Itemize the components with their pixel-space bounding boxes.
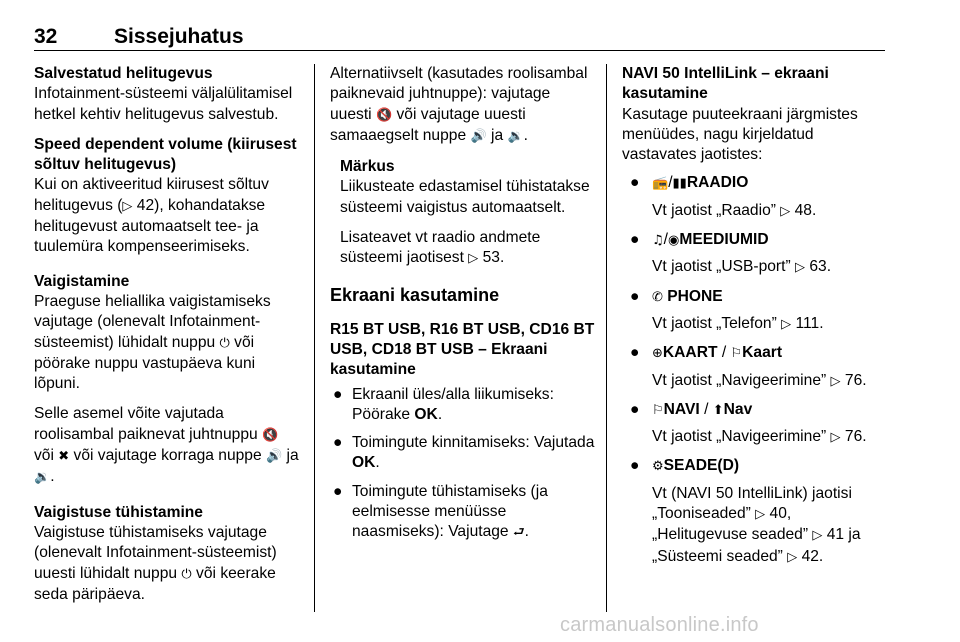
power-knob-icon: ⏻ — [219, 335, 230, 351]
music-note-icon: ♫ — [652, 233, 664, 249]
page-ref-icon: ▷ — [795, 260, 805, 276]
section-intro-navi50: Kasutage puuteekraani järgmistes menüüdes, nagu kirjeldatud vastavates jaotistes: — [622, 105, 858, 164]
globe-icon: ⊕ — [652, 346, 663, 362]
list-item: ● Ekraanil üles/alla liikumiseks: Pöörake OK. — [333, 385, 554, 423]
list-item: ● Toimingute tühistamiseks (ja eelmisesse menüüsse naasmiseks): Vajutage ⮐. — [333, 482, 548, 541]
menu-item-map: ● ⊕KAART / ⚐Kaart Vt jaotist „Navigeerimine” ▷ 76. — [630, 344, 867, 389]
volume-up-icon: 🔊 — [470, 128, 487, 144]
page-ref-icon: ▷ — [787, 549, 798, 565]
menu-item-navi: ● ⚐NAVI / ⬆Nav Vt jaotist „Navigeerimine” ▷ 76. — [630, 400, 867, 446]
section-body-mute-2: Selle asemel võite vajutada roolisambal paiknevat juhtnuppu 🔇 või ✖ või vajutage korraga nuppe 🔊 ja 🔉. — [34, 405, 299, 486]
note-paragraph-1: Liikusteate edastamisel tühistatakse süsteemi vaigistus automaatselt. — [340, 178, 590, 216]
subsection-heading-models: R15 BT USB, R16 BT USB, CD16 BT USB, CD18 BT USB – Ekraani kasutamine — [330, 320, 595, 379]
mute-speaker-icon: 🔇 — [262, 427, 279, 443]
page-header — [34, 24, 885, 51]
power-knob-icon: ⏻ — [181, 566, 192, 582]
section-heading-mute: Vaigistamine — [34, 272, 130, 290]
page-ref-icon: ▷ — [780, 203, 791, 219]
column-1 — [34, 64, 302, 615]
alt-unmute-paragraph: Alternatiivselt (kasutades roolisambal paiknevaid juhtnuppe): vajutage uuesti 🔇 või vajutage uuesti samaaegselt nuppe 🔊 ja 🔉. — [330, 65, 588, 144]
page-number: 32 — [34, 25, 58, 48]
volume-up-icon: 🔊 — [266, 449, 283, 465]
section-body-unmute: Vaigistuse tühistamiseks vajutage (olenevalt Infotainment-süsteemist) uuesti lühidalt nuppu ⏻ või keerake seda päripäeva. — [34, 523, 277, 603]
column-divider-1 — [314, 64, 315, 612]
note-paragraph-2: Lisateavet vt raadio andmete süsteemi jaotisest ▷ 53. — [340, 229, 541, 267]
nav-arrow-icon: ⬆ — [712, 402, 724, 418]
mute-speaker-icon: 🔇 — [375, 107, 393, 123]
mute-cross-icon: ✖ — [58, 449, 70, 465]
section-heading-navi50: NAVI 50 IntelliLink – ekraani kasutamine — [622, 65, 829, 103]
section-body-speed-volume: Kui on aktiveeritud kiirusest sõltuv helitugevus (▷ 42), kohandatakse helitugevust automaatselt tee- ja tuulemüra kompenseerimiseks. — [34, 176, 269, 256]
column-3 — [622, 64, 888, 576]
volume-down-icon: 🔉 — [34, 470, 51, 486]
section-heading-saved-volume: Salvestatud helitugevus — [34, 65, 213, 82]
section-body-saved-volume: Infotainment-süsteemi väljalülitamisel hetkel kehtiv helitugevus salvestub. — [34, 85, 293, 123]
page-ref-icon: ▷ — [755, 507, 766, 523]
radio-icon: 📻 — [652, 176, 669, 192]
column-2 — [330, 64, 596, 552]
note-box — [340, 157, 596, 269]
section-body-mute-1: Praeguse heliallika vaigistamiseks vajutage (olenevalt Infotainment-süsteemist) lühidalt nuppu ⏻ või pöörake nuppu vastupäeva kuni lõpuni. — [34, 292, 271, 393]
list-item: ● Toimingute kinnitamiseks: Vajutada OK. — [333, 434, 595, 472]
media-disc-icon: ◉ — [668, 233, 680, 249]
menu-item-media: ● ♫/◉MEEDIUMID Vt jaotist „USB-port” ▷ 63. — [630, 231, 832, 276]
page-ref-icon: ▷ — [781, 316, 792, 332]
radio-bars-icon: ▮▮ — [672, 176, 687, 192]
page-title: Sissejuhatus — [114, 25, 244, 48]
column-divider-2 — [606, 64, 607, 612]
flag-icon: ⚐ — [730, 346, 743, 362]
volume-down-icon: 🔉 — [507, 128, 524, 144]
flag-icon: ⚐ — [652, 402, 664, 418]
page-ref-icon: ▷ — [468, 251, 479, 267]
page-ref-icon: ▷ — [830, 373, 841, 389]
menu-item-phone: ● ✆ PHONE Vt jaotist „Telefon” ▷ 111. — [630, 287, 824, 332]
watermark: carmanualsonline.info — [560, 614, 759, 636]
gear-icon: ⚙ — [652, 459, 664, 475]
phone-icon: ✆ — [652, 289, 663, 305]
page-ref-icon: ▷ — [830, 430, 841, 446]
section-heading-unmute: Vaigistuse tühistamine — [34, 503, 203, 521]
back-arrow-icon: ⮐ — [512, 525, 525, 541]
section-heading-screen-use: Ekraani kasutamine — [330, 284, 500, 305]
page-ref-icon: ▷ — [122, 198, 133, 214]
menu-item-settings: ● ⚙SEADE(D) Vt (NAVI 50 IntelliLink) jaotisi „Tooniseaded” ▷ 40, „Helitugevuse seaded” ▷ 41 ja „Süsteemi seaded” ▷ 42. — [630, 457, 861, 565]
menu-item-radio: ● 📻/▮▮RAADIO Vt jaotist „Raadio” ▷ 48. — [630, 174, 817, 219]
page-ref-icon: ▷ — [812, 528, 823, 544]
note-title: Märkus — [340, 158, 395, 176]
section-heading-speed-volume: Speed dependent volume (kiirusest sõltuv helitugevus) — [34, 135, 297, 174]
